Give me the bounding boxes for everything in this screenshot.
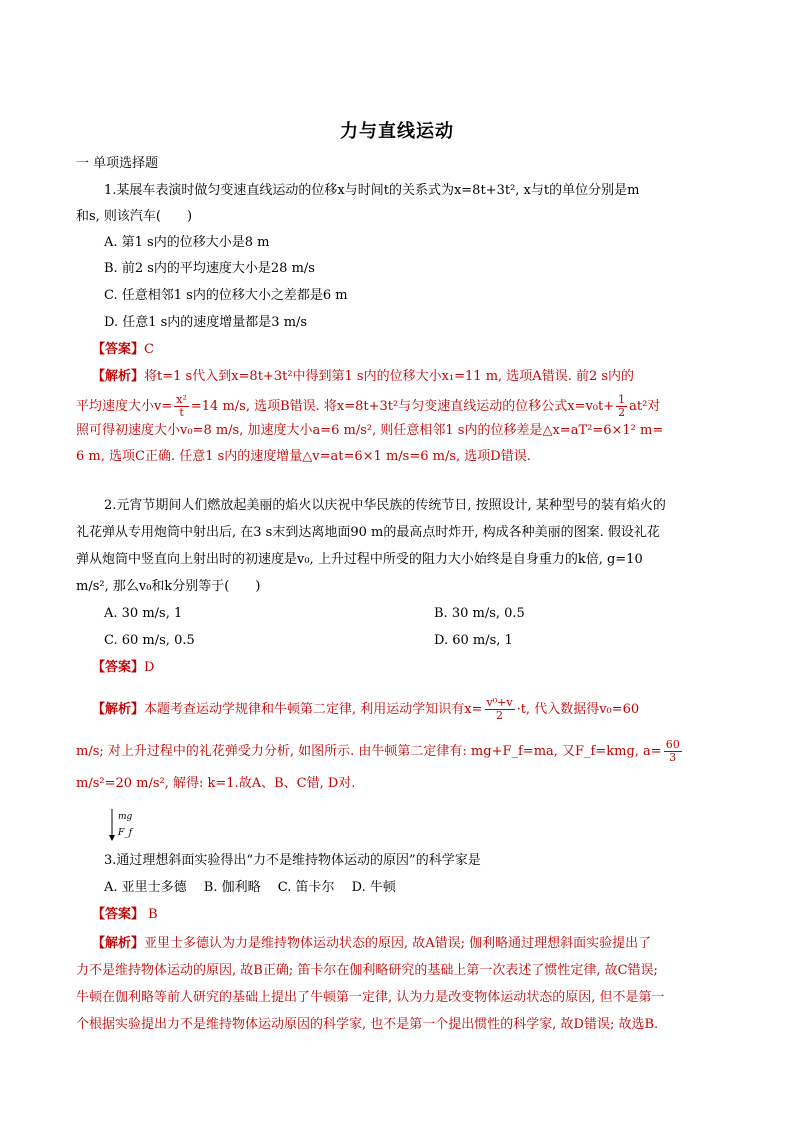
fraction <box>174 394 189 419</box>
q1-stem-line2: 和s, 则该汽车( ) <box>76 209 193 224</box>
q1-option-b: B. 前2 s内的平均速度大小是28 m/s <box>104 261 315 276</box>
explanation-text: at²对 <box>629 399 661 414</box>
q1-explanation-line1 <box>92 368 634 386</box>
fraction <box>664 739 682 764</box>
fraction-numerator: v⁰+v <box>486 696 513 709</box>
fraction <box>616 394 627 419</box>
q1-option-d: D. 任意1 s内的速度增量都是3 m/s <box>104 315 308 330</box>
q2-stem-line2: 礼花弹从专用炮筒中射出后, 在3 s末到达离地面90 m的最高点时炸开, 构成各种美丽的图案. 假设礼花 <box>76 525 660 540</box>
answer-value: D <box>144 660 155 675</box>
force-diagram <box>108 807 148 843</box>
q2-explanation-line3: m/s²=20 m/s², 解得: k=1.故A、B、C错, D对. <box>76 776 356 791</box>
q1-option-a: A. 第1 s内的位移大小是8 m <box>104 235 270 250</box>
q2-option-c: C. 60 m/s, 0.5 <box>104 633 195 648</box>
q2-stem-line3: 弹从炮筒中竖直向上射出时的初速度是v₀, 上升过程中所受的阻力大小始终是自身重力的k倍, g=10 <box>76 552 643 567</box>
q3-options: A. 亚里士多德 B. 伽利略 C. 笛卡尔 D. 牛顿 <box>104 880 396 895</box>
q2-answer <box>92 659 154 677</box>
q2-option-a: A. 30 m/s, 1 <box>104 606 183 621</box>
gravity-label: mg <box>118 812 133 822</box>
explanation-text: =14 m/s, 选项B错误. 将x=8t+3t²与匀变速直线运动的位移公式x=v₀t+ <box>190 399 615 414</box>
q1-explanation-line2 <box>76 394 660 419</box>
q2-explanation-line1 <box>92 697 639 722</box>
answer-label: 【答案】 <box>92 660 145 675</box>
q1-option-c: C. 任意相邻1 s内的位移大小之差都是6 m <box>104 288 348 303</box>
explanation-text: 本题考查运动学规律和牛顿第二定律, 利用运动学知识有x= <box>144 702 483 717</box>
fraction-numerator: 1 <box>618 393 626 406</box>
explanation-text: m/s; 对上升过程中的礼花弹受力分析, 如图所示. 由牛顿第二定律有: mg+F_f=ma, 又F_f=kmg, a= <box>76 744 662 759</box>
drag-force-label: F_f <box>118 828 133 838</box>
q2-option-d: D. 60 m/s, 1 <box>434 633 513 648</box>
explanation-label: 【解析】 <box>92 369 145 384</box>
arrowhead-icon <box>109 835 115 841</box>
fraction <box>485 697 515 722</box>
fraction-denominator: 2 <box>496 709 504 722</box>
explanation-text: 平均速度大小v= <box>76 399 173 414</box>
q2-stem-line4: m/s², 那么v₀和k分别等于( ) <box>76 579 261 594</box>
q3-explanation-line4: 个根据实验提出力不是维持物体运动原因的科学家, 也不是第一个提出惯性的科学家, 故D错误; 故选B. <box>76 1017 659 1032</box>
q1-stem-line1: 1.某展车表演时做匀变速直线运动的位移x与时间t的关系式为x=8t+3t², x与t的单位分别是m <box>104 183 640 198</box>
fraction-numerator: 60 <box>665 738 680 751</box>
fraction-denominator: 2 <box>618 406 626 419</box>
q2-option-b: B. 30 m/s, 0.5 <box>434 606 525 621</box>
explanation-text: ·t, 代入数据得v₀=60 <box>516 702 640 717</box>
fraction-denominator: t <box>179 406 184 419</box>
q3-explanation-line1 <box>92 935 651 953</box>
explanation-text: 将t=1 s代入到x=8t+3t²中得到第1 s内的位移大小x₁=11 m, 选项A错误. 前2 s内的 <box>144 369 635 384</box>
explanation-label: 【解析】 <box>92 702 145 717</box>
answer-value: C <box>144 342 154 357</box>
explanation-label: 【解析】 <box>92 936 145 951</box>
q3-stem: 3.通过理想斜面实验得出“力不是维持物体运动的原因”的科学家是 <box>104 853 481 868</box>
q1-explanation-line3: 照可得初速度大小v₀=8 m/s, 加速度大小a=6 m/s², 则任意相邻1 s内的位移差是△x=aT²=6×1² m= <box>76 423 664 438</box>
answer-label: 【答案】 <box>92 907 145 922</box>
q2-explanation-line2 <box>76 739 684 764</box>
fraction-denominator: 3 <box>669 751 677 764</box>
explanation-text: 亚里士多德认为力是维持物体运动状态的原因, 故A错误; 伽利略通过理想斜面实验提出了 <box>144 936 652 951</box>
page-title: 力与直线运动 <box>340 121 454 142</box>
fraction-numerator: x² <box>176 393 187 406</box>
section-heading: 一 单项选择题 <box>76 156 159 171</box>
q1-explanation-line4: 6 m, 选项C正确. 任意1 s内的速度增量△v=at=6×1 m/s=6 m/s, 选项D错误. <box>76 449 531 464</box>
answer-value: B <box>144 907 158 922</box>
q1-answer <box>92 341 154 359</box>
q3-answer <box>92 906 158 924</box>
q2-stem-line1: 2.元宵节期间人们燃放起美丽的焰火以庆祝中华民族的传统节日, 按照设计, 某种型号的装有焰火的 <box>104 498 666 513</box>
q3-explanation-line2: 力不是维持物体运动的原因, 故B正确; 笛卡尔在伽利略研究的基础上第一次表述了惯性定律, 故C错误; <box>76 963 658 978</box>
answer-label: 【答案】 <box>92 342 145 357</box>
q3-explanation-line3: 牛顿在伽利略等前人研究的基础上提出了牛顿第一定律, 认为力是改变物体运动状态的原因, 但不是第一 <box>76 990 665 1005</box>
